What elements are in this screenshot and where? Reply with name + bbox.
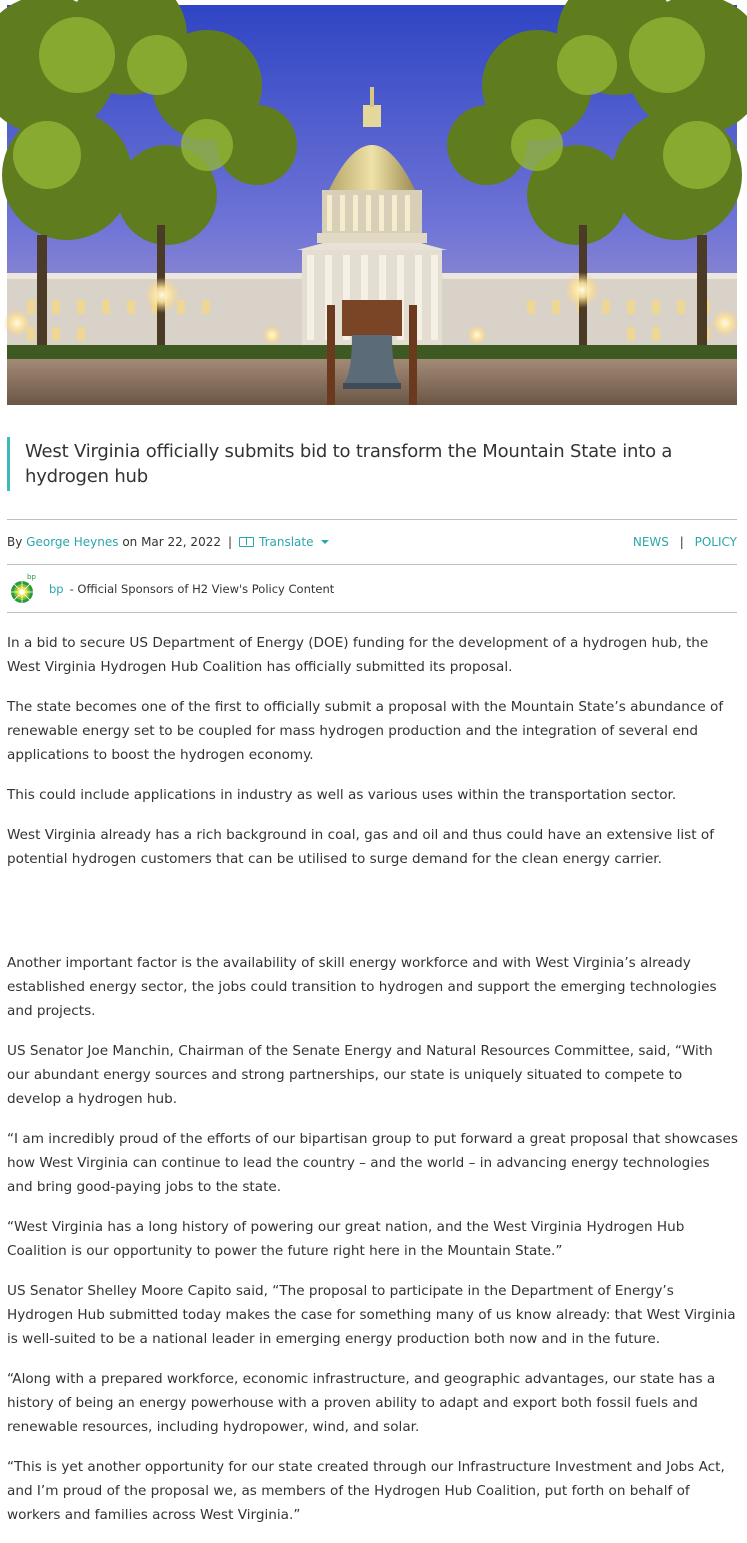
article-paragraph: Another important factor is the availability of skill energy workforce and with West Virginia’s already established energy sector, the jobs could transition to hydrogen and support the emerging technologies and projects. — [7, 955, 717, 1019]
article-title: West Virginia officially submits bid to transform the Mountain State into a hydrogen hub — [25, 441, 673, 487]
byline — [7, 535, 329, 549]
sponsor-bar — [7, 565, 737, 613]
author-link[interactable]: George Heynes — [26, 535, 119, 549]
translate-dropdown[interactable] — [239, 535, 329, 549]
article-paragraph: “I am incredibly proud of the efforts of our bipartisan group to put forward a great proposal that showcases how West Virginia can continue to lead the country – and the world – in advancing energy technologies and bring good-paying jobs to the state. — [7, 1131, 738, 1195]
article-paragraph: In a bid to secure US Department of Energy (DOE) funding for the development of a hydrogen hub, the West Virginia Hydrogen Hub Coalition has officially submitted its proposal. — [7, 635, 709, 675]
article-paragraph: “West Virginia has a long history of powering our great nation, and the West Virginia Hydrogen Hub Coalition is our opportunity to power the future right here in the Mountain State.” — [7, 1219, 685, 1259]
article-paragraph: “Along with a prepared workforce, economic infrastructure, and geographic advantages, our state has a history of being an energy powerhouse with a proven ability to adapt and export both fossil fuels and renewable resources, including hydropower, wind, and solar. — [7, 1371, 716, 1435]
byline-prefix: By — [7, 535, 23, 549]
article-meta-bar — [7, 519, 737, 565]
translate-label: Translate — [259, 535, 314, 549]
sponsor-text: - Official Sponsors of H2 View's Policy Content — [69, 581, 335, 596]
meta-separator: | — [227, 535, 233, 549]
article-paragraph: The state becomes one of the first to officially submit a proposal with the Mountain State’s abundance of renewable energy set to be coupled for mass hydrogen production and the integration of several end applications to boost the hydrogen economy. — [7, 699, 724, 763]
bp-logo-icon[interactable] — [10, 574, 36, 604]
category-link-news[interactable]: NEWS — [632, 535, 669, 549]
article-title-block — [7, 437, 737, 491]
article-paragraph: West Virginia already has a rich background in coal, gas and oil and thus could have an extensive list of potential hydrogen customers that can be utilised to surge demand for the clean energy carrier. — [7, 827, 714, 867]
article-paragraph: “This is yet another opportunity for our state created through our Infrastructure Investment and Jobs Act, and I’m proud of the proposal we, as members of the Hydrogen Hub Coalition, put forth on behalf of workers and families across West Virginia.” — [7, 1459, 725, 1523]
bp-logo-small-text: bp — [27, 572, 36, 581]
article-paragraph: This could include applications in industry as well as various uses within the transportation sector. — [7, 787, 677, 803]
category-link-policy[interactable]: POLICY — [694, 535, 737, 549]
chevron-down-icon — [321, 540, 329, 544]
article-body — [7, 631, 739, 1543]
sponsor-link[interactable]: bp — [49, 581, 64, 596]
ad-spacer — [7, 887, 739, 951]
category-links — [633, 535, 737, 549]
translate-icon — [239, 537, 254, 547]
article-paragraph: US Senator Shelley Moore Capito said, “The proposal to participate in the Department of Energy’s Hydrogen Hub submitted today makes the case for something many of us know already: that West Virginia is well-suited to be a national leader in emerging energy production both now and in the future. — [7, 1283, 736, 1347]
capitol-building-photo — [7, 5, 737, 405]
article-paragraph: US Senator Joe Manchin, Chairman of the Senate Energy and Natural Resources Committee, said, “With our abundant energy sources and strong partnerships, our state is uniquely situated to compete to develop a hydrogen hub. — [7, 1043, 713, 1107]
publish-date: on Mar 22, 2022 — [122, 535, 221, 549]
category-separator: | — [679, 535, 684, 549]
hero-image — [7, 5, 737, 405]
